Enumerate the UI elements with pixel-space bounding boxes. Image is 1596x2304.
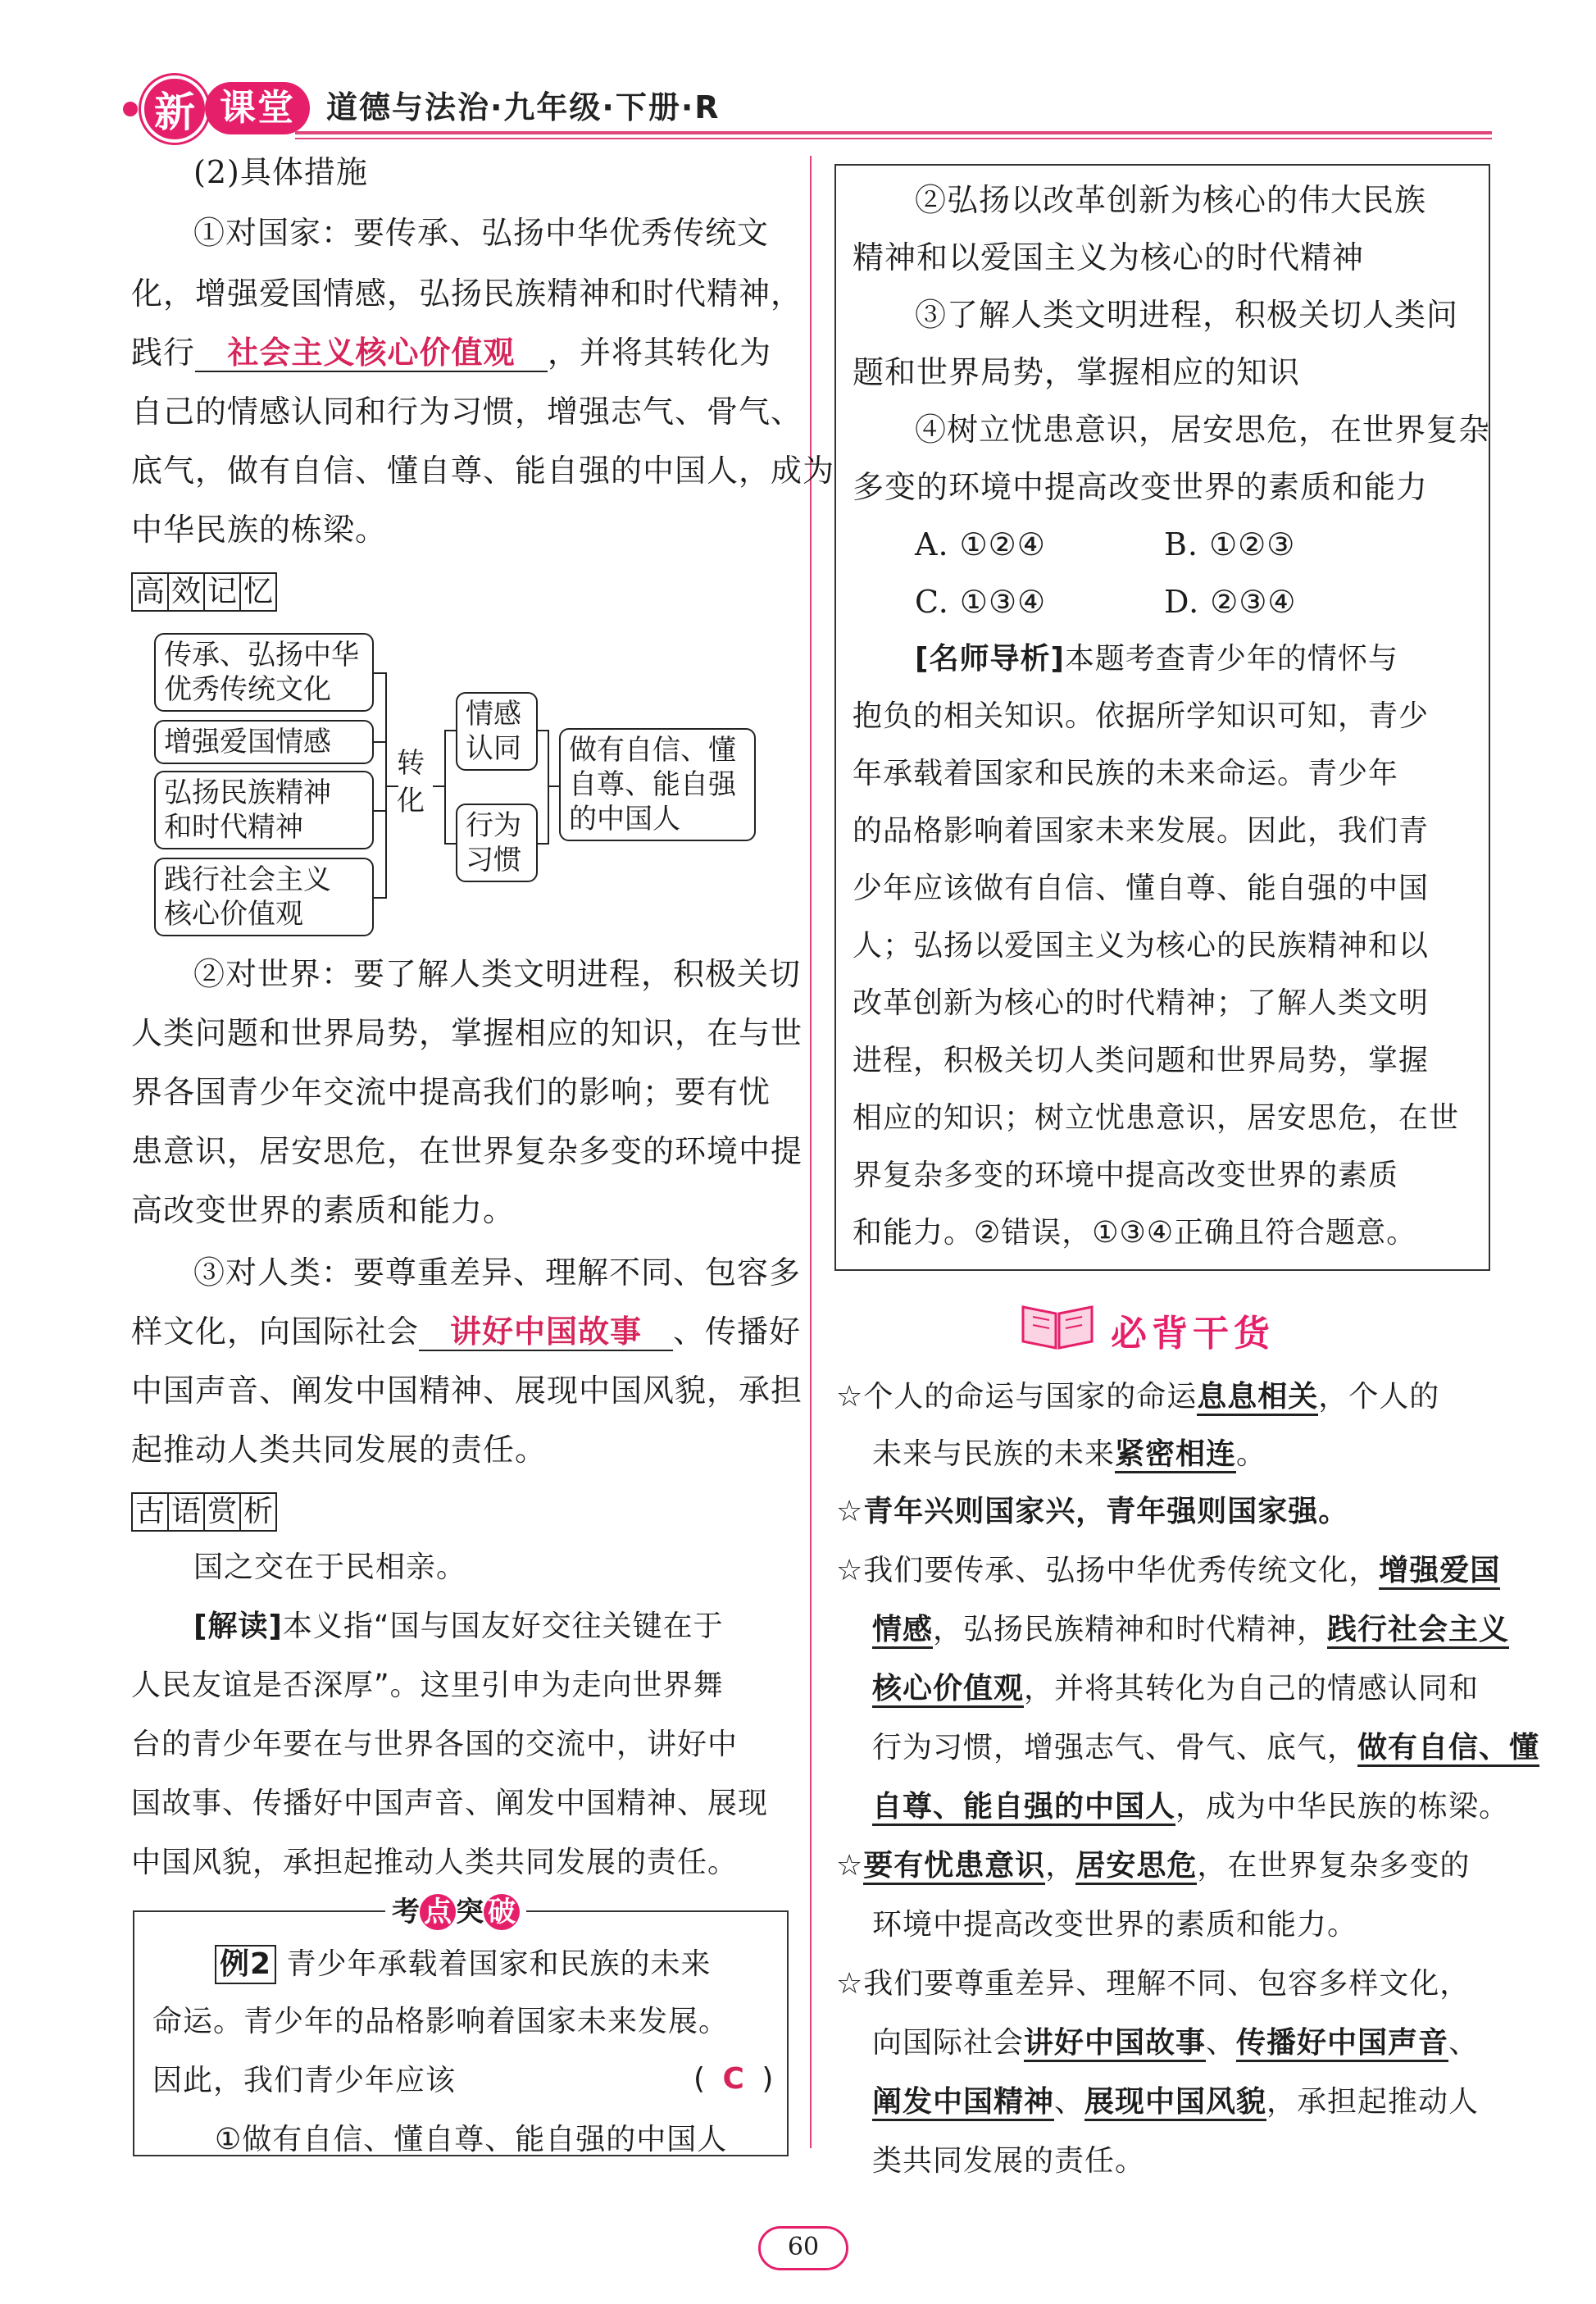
- paragraph-line: 起推动人类共同发展的责任。: [131, 1432, 548, 1468]
- text-fragment: ，在世界复杂多变的: [1197, 1849, 1471, 1883]
- paragraph-line: ②对世界：要了解人类文明进程，积极关切: [193, 956, 802, 992]
- logo-text: 课堂: [205, 82, 310, 134]
- diagram-box-values: 践行社会主义 核心价值观: [154, 858, 374, 936]
- key-term: 传播好中国声音: [1236, 2026, 1448, 2062]
- tag-char: 古: [131, 1492, 169, 1532]
- classic-quote: 国之交在于民相亲。: [193, 1550, 467, 1584]
- key-point-line: 环境中提高改变世界的素质和能力。: [872, 1908, 1358, 1942]
- logo-char: 新: [141, 75, 208, 143]
- measures-heading: (2)具体措施: [193, 154, 368, 190]
- book-icon: [1016, 1295, 1098, 1353]
- key-point-line: [872, 1730, 1539, 1766]
- diagram-transform-label: 转 化: [397, 747, 425, 817]
- answer-bracket: [693, 2061, 774, 2097]
- key-term: 讲好中国故事: [1024, 2026, 1206, 2062]
- diagram-box-emotion: 情感 认同: [456, 692, 538, 771]
- choice-c: C. ①③④: [915, 584, 1047, 620]
- answer-value: C: [722, 2062, 745, 2096]
- text-fragment: 践行: [131, 335, 196, 371]
- tag-char: 高: [131, 572, 169, 612]
- paragraph-line: 界各国青少年交流中提高我们的影响；要有忧: [131, 1074, 771, 1110]
- interpretation-line: [193, 1609, 724, 1645]
- banner-char: 考: [392, 1896, 420, 1928]
- key-point-line: [836, 1379, 1439, 1415]
- text-fragment: ☆个人的命运与国家的命运: [836, 1380, 1198, 1414]
- key-point-line: [872, 1671, 1479, 1707]
- paragraph-line: ③对人类：要尊重差异、理解不同、包容多: [193, 1254, 802, 1291]
- paragraph-line: 中国声音、阐发中国精神、展现中国风貌，承担: [131, 1373, 803, 1409]
- banner-char-highlight: 点: [420, 1894, 456, 1930]
- connector: [548, 730, 549, 845]
- paragraph-line: 底气，做有自信、懂自尊、能自强的中国人，成为: [131, 453, 835, 489]
- text-fragment: ☆: [836, 1849, 864, 1883]
- key-point-line: ☆我们要尊重差异、理解不同、包容多样文化，: [836, 1967, 1471, 2001]
- key-point-line: [836, 1553, 1500, 1589]
- connector: [444, 730, 456, 731]
- option-line: 多变的环境中提高改变世界的素质和能力: [853, 469, 1429, 505]
- banner-char-highlight: 破: [484, 1894, 520, 1930]
- key-point-line: [872, 1789, 1509, 1825]
- key-point-line: [872, 2084, 1479, 2120]
- interpretation-line: 台的青少年要在与世界各国的交流中，讲好中: [131, 1728, 739, 1761]
- page-number-text: 60: [787, 2233, 820, 2261]
- connector: [548, 785, 559, 787]
- key-term: 践行社会主义: [1327, 1613, 1509, 1649]
- book-title: 道德与法治·九年级·下册·R: [326, 89, 721, 125]
- key-term: 做有自信、懂: [1357, 1731, 1539, 1767]
- example-line: 因此，我们青少年应该: [152, 2064, 457, 2097]
- diagram-box-tradition: 传承、弘扬中华 优秀传统文化: [154, 633, 374, 712]
- key-point-line: ☆青年兴则国家兴，青年强则国家强。: [836, 1495, 1349, 1528]
- paragraph-line-fill: [131, 1314, 801, 1351]
- header-divider: [295, 131, 1492, 134]
- fill-answer: 讲好中国故事: [419, 1314, 673, 1351]
- text-fragment: 、: [1206, 2026, 1237, 2060]
- paragraph-line: 人类问题和世界局势，掌握相应的知识，在与世: [131, 1015, 803, 1051]
- brand-logo: [123, 75, 311, 141]
- diagram-box-behavior: 行为 习惯: [456, 804, 538, 882]
- text-fragment: ): [762, 2062, 775, 2096]
- banner-char: 突: [456, 1896, 484, 1928]
- analysis-line: 少年应该做有自信、懂自尊、能自强的中国: [853, 872, 1430, 905]
- paragraph-line: 患意识，居安思危，在世界复杂多变的环境中提: [131, 1133, 803, 1169]
- text-fragment: 本题考查青少年的情怀与: [1064, 642, 1398, 676]
- paragraph-line-fill: [131, 335, 771, 372]
- tag-char: 记: [203, 572, 241, 612]
- text-fragment: ，并将其转化为自己的情感认同和: [1024, 1672, 1480, 1705]
- key-term: 情感: [872, 1613, 933, 1649]
- text-fragment: ，个人的: [1318, 1380, 1440, 1414]
- analysis-line: 年承载着国家和民族的未来命运。青少年: [853, 757, 1399, 790]
- text-fragment: (: [693, 2062, 707, 2096]
- key-term: 要有忧患意识: [863, 1849, 1045, 1885]
- option-line: ③了解人类文明进程，积极关切人类问: [915, 297, 1459, 333]
- choice-b: B. ①②③: [1164, 526, 1296, 562]
- analysis-line: 改革创新为核心的时代精神；了解人类文明: [853, 986, 1430, 1020]
- option-line: 精神和以爱国主义为核心的时代精神: [853, 239, 1365, 275]
- memory-tag: [131, 572, 275, 612]
- tag-char: 语: [167, 1492, 205, 1532]
- analysis-line: 相应的知识；树立忧患意识，居安思危，在世: [853, 1101, 1460, 1135]
- diagram-box-result: 做有自信、懂 自尊、能自强 的中国人: [559, 728, 756, 841]
- analysis-line: 抱负的相关知识。依据所学知识可知，青少: [853, 699, 1430, 733]
- example-line: 命运。青少年的品格影响着国家未来发展。: [152, 2005, 730, 2038]
- key-term: 核心价值观: [872, 1672, 1024, 1708]
- paragraph-line: 高改变世界的素质和能力。: [131, 1192, 516, 1228]
- key-point-line: [872, 1612, 1509, 1648]
- page-number: [758, 2226, 848, 2270]
- text-fragment: ，并将其转化为: [548, 335, 772, 371]
- must-know-title: 必背干货: [1111, 1313, 1275, 1355]
- text-fragment: 本义指“国与国友好交往关键在于: [282, 1610, 724, 1643]
- kaodian-banner: [385, 1894, 526, 1930]
- example-line: [215, 1945, 712, 1984]
- analysis-line: 界复杂多变的环境中提高改变世界的素质: [853, 1159, 1399, 1192]
- analysis-line: 和能力。②错误，①③④正确且符合题意。: [853, 1216, 1417, 1250]
- text-fragment: 、: [1448, 2026, 1480, 2060]
- paragraph-line: 中华民族的栋梁。: [131, 512, 388, 548]
- text-fragment: 青少年承载着国家和民族的未来: [286, 1947, 712, 1981]
- fill-answer: 社会主义核心价值观: [195, 335, 548, 372]
- diagram-box-patriotism: 增强爱国情感: [154, 720, 374, 764]
- key-point-line: [872, 1437, 1266, 1473]
- interpretation-line: 中国风貌，承担起推动人类共同发展的责任。: [131, 1846, 739, 1879]
- choice-a: A. ①②④: [915, 526, 1046, 562]
- interpretation-line: 国故事、传播好中国声音、阐发中国精神、展现: [131, 1787, 769, 1820]
- key-term: 自尊、能自强的中国人: [872, 1790, 1175, 1826]
- key-point-line: [836, 1848, 1470, 1884]
- text-fragment: 向国际社会: [872, 2026, 1025, 2060]
- key-term: 息息相关: [1197, 1380, 1318, 1416]
- key-term: 阐发中国精神: [872, 2085, 1054, 2121]
- paragraph-line: 化，增强爱国情感，弘扬民族精神和时代精神，: [131, 275, 803, 312]
- header-divider-thin: [295, 138, 1492, 139]
- example-option: ①做有自信、懂自尊、能自强的中国人: [215, 2123, 728, 2156]
- analysis-line: 人；弘扬以爱国主义为核心的民族精神和以: [853, 929, 1430, 963]
- diagram-box-spirit: 弘扬民族精神 和时代精神: [154, 771, 374, 849]
- key-point-line: [872, 2025, 1479, 2061]
- tag-char: 效: [167, 572, 205, 612]
- text-fragment: ，成为中华民族的栋梁。: [1175, 1790, 1510, 1824]
- key-point-line: 类共同发展的责任。: [872, 2144, 1146, 2178]
- connector: [444, 843, 456, 845]
- text-fragment: ，: [1045, 1849, 1076, 1883]
- key-term: 紧密相连: [1115, 1437, 1236, 1473]
- interpretation-line: 人民友谊是否深厚”。这里引申为走向世界舞: [131, 1669, 724, 1702]
- classic-tag: [131, 1492, 275, 1532]
- key-term: 居安思危: [1075, 1849, 1197, 1885]
- text-fragment: ，承担起推动人: [1266, 2085, 1480, 2119]
- text-fragment: ☆我们要传承、弘扬中华优秀传统文化，: [836, 1554, 1380, 1587]
- text-fragment: ，弘扬民族精神和时代精神，: [933, 1613, 1328, 1646]
- choice-d: D. ②③④: [1164, 584, 1297, 620]
- analysis-line: 的品格影响着国家未来发展。因此，我们青: [853, 814, 1430, 848]
- logo-dot: [123, 102, 138, 116]
- interpretation-label: [解读]: [193, 1610, 283, 1643]
- text-fragment: 样文化，向国际社会: [131, 1314, 420, 1350]
- key-term: 展现中国风貌: [1084, 2085, 1266, 2121]
- tag-char: 赏: [203, 1492, 241, 1532]
- text-fragment: 、传播好: [673, 1314, 802, 1350]
- example-label: 例2: [215, 1945, 276, 1984]
- key-term: 增强爱国: [1379, 1554, 1500, 1590]
- connector: [444, 730, 446, 845]
- option-line: 题和世界局势，掌握相应的知识: [853, 354, 1301, 390]
- text-fragment: 行为习惯，增强志气、骨气、底气，: [872, 1731, 1358, 1764]
- option-line: ②弘扬以改革创新为核心的伟大民族: [915, 182, 1427, 218]
- option-line: ④树立忧患意识，居安思危，在世界复杂: [915, 412, 1491, 448]
- tag-char: 析: [239, 1492, 277, 1532]
- analysis-line: 进程，积极关切人类问题和世界局势，掌握: [853, 1044, 1430, 1077]
- analysis-line: [915, 641, 1398, 677]
- analysis-label: [名师导析]: [915, 642, 1065, 676]
- text-fragment: 。: [1236, 1437, 1267, 1471]
- paragraph-line: 自己的情感认同和行为习惯，增强志气、骨气、: [131, 394, 803, 430]
- text-fragment: 、: [1054, 2085, 1085, 2119]
- tag-char: 忆: [239, 572, 277, 612]
- text-fragment: 未来与民族的未来: [872, 1437, 1116, 1471]
- must-know-header: [1016, 1291, 1344, 1365]
- paragraph-line: ①对国家：要传承、弘扬中华优秀传统文: [193, 215, 770, 251]
